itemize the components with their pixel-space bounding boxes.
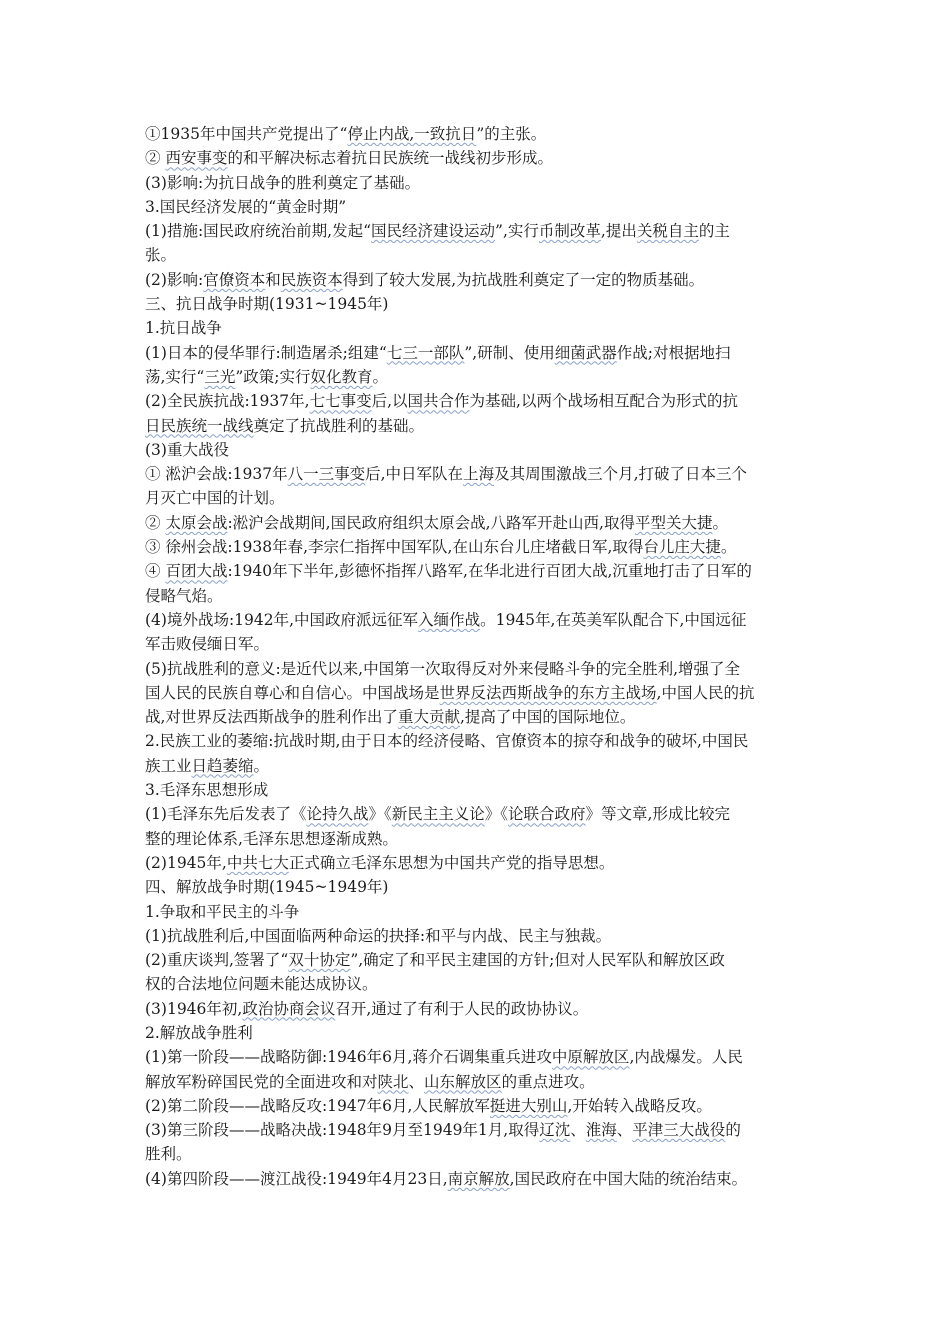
underlined-phrase: 百团大战 [165,562,228,581]
text-line: (2)1945年,中共七大正式确立毛泽东思想为中国共产党的指导思想。 [145,853,615,872]
underlined-phrase: 论联合政府 [508,805,586,824]
text-line: 整的理论体系,毛泽东思想逐渐成熟。 [145,829,398,848]
underlined-phrase: 官僚资本 [203,270,266,289]
underlined-phrase: 上海 [463,465,495,484]
text-line: 2.民族工业的萎缩:抗战时期,由于日本的经济侵略、官僚资本的掠夺和战争的破坏,中国民 [145,732,749,751]
underlined-phrase: 八一三事变 [287,465,366,484]
underlined-phrase: 淮海 [585,1121,617,1140]
text-line: (1)日本的侵华罪行:制造屠杀;组建“七三一部队”,研制、使用细菌武器作战;对根据地扫 [145,343,731,362]
underlined-phrase: 平型关大捷 [634,513,713,532]
underlined-phrase: 论持久战 [306,805,369,824]
text-line: 军击败侵缅日军。 [145,635,270,654]
underlined-phrase: 关税自主 [636,222,699,241]
underlined-phrase: 陕北 [377,1072,409,1091]
underlined-phrase: 平津三大战役 [632,1121,726,1140]
underlined-phrase: 辽沈 [539,1121,571,1140]
underlined-phrase: 国民经济建设运动 [371,222,496,241]
text-line: ①1935年中国共产党提出了“停止内战,一致抗日”的主张。 [145,125,547,143]
text-line: (1)毛泽东先后发表了《论持久战》《新民主主义论》《论联合政府》等文章,形成比较完 [145,805,730,824]
text-line: 国人民的民族自尊心和自信心。中国战场是世界反法西斯战争的东方主战场,中国人民的抗 [145,683,755,702]
text-line: 月灭亡中国的计划。 [145,489,285,508]
text-line: (3)1946年初,政治协商会议召开,通过了有利于人民的政协协议。 [145,999,589,1018]
text-line: ④ 百团大战:1940年下半年,彭德怀指挥八路军,在华北进行百团大战,沉重地打击了日军的 [145,562,752,581]
text-line: 四、解放战争时期(1945~1949年) [145,878,389,897]
text-line: 2.解放战争胜利 [145,1023,253,1042]
text-line: 三、抗日战争时期(1931~1945年) [145,295,389,314]
text-line: 3.毛泽东思想形成 [145,781,269,800]
text-line: 荡,实行“三光”政策;实行奴化教育。 [145,367,389,386]
underlined-phrase: 中原解放区 [551,1048,630,1067]
text-line: (2)重庆谈判,签署了“双十协定”,确定了和平民主建国的方针;但对人民军队和解放区政 [145,951,725,970]
underlined-phrase: 细菌武器 [554,343,617,362]
underlined-phrase: 七三一部队 [386,343,465,362]
text-line: 胜利。 [145,1145,192,1164]
underlined-phrase: 重大贡献 [397,708,460,727]
underlined-phrase: 日民族统一战线 [145,416,254,435]
text-line: (2)全民族抗战:1937年,七七事变后,以国共合作为基础,以两个战场相互配合为形式的抗 [145,392,738,411]
underlined-phrase: 西安事变 [165,149,228,168]
text-line: (2)第二阶段——战略反攻:1947年6月,人民解放军挺进大别山,开始转入战略反攻。 [145,1096,712,1115]
underlined-phrase: 政治协商会议 [242,999,336,1018]
underlined-phrase: 双十协定 [288,951,351,970]
underlined-phrase: 国共合作 [407,392,470,411]
underlined-phrase: 台儿庄大捷 [643,538,721,557]
text-line: (1)措施:国民政府统治前期,发起“国民经济建设运动”,实行币制改革,提出关税自主的主 [145,222,730,241]
text-line: (3)影响:为抗日战争的胜利奠定了基础。 [145,173,421,192]
text-line: (5)抗战胜利的意义:是近代以来,中国第一次取得反对外来侵略斗争的完全胜利,增强了全 [145,659,741,678]
text-line: 解放军粉碎国民党的全面进攻和对陕北、山东解放区的重点进攻。 [145,1072,595,1091]
underlined-phrase: 山东解放区 [424,1072,502,1091]
underlined-phrase: 入缅作战 [418,610,481,629]
text-line: (2)影响:官僚资本和民族资本得到了较大发展,为抗战胜利奠定了一定的物质基础。 [145,270,705,289]
text-line: (4)第四阶段——渡江战役:1949年4月23日,南京解放,国民政府在中国大陆的统治结束。 [145,1169,748,1188]
underlined-phrase: 新民主主义论 [391,805,485,824]
text-line: (1)抗战胜利后,中国面临两种命运的抉择:和平与内战、民主与独裁。 [145,926,612,945]
text-line: 1.抗日战争 [145,319,222,338]
underlined-phrase: 民族资本 [280,270,343,289]
text-line: (4)境外战场:1942年,中国政府派远征军入缅作战。1945年,在英美军队配合下,中国远征 [145,610,747,629]
text-line: (3)重大战役 [145,440,229,459]
text-line: 3.国民经济发展的“黄金时期” [145,197,347,216]
text-line: 侵略气焰。 [145,586,223,605]
text-line: ② 西安事变的和平解决标志着抗日民族统一战线初步形成。 [145,149,553,168]
underlined-phrase: 七七事变 [309,392,372,411]
text-line: ① 淞沪会战:1937年八一三事变后,中日军队在上海及其周围激战三个月,打破了日本三个 [145,465,748,484]
underlined-phrase: 挺进大别山 [489,1096,568,1115]
underlined-phrase: 停止内战,一致抗日 [347,125,477,143]
text-line: (3)第三阶段——战略决战:1948年9月至1949年1月,取得辽沈、淮海、平津三大战役的 [145,1121,741,1140]
underlined-phrase: 奴化教育 [310,367,373,386]
text-line: ② 太原会战:淞沪会战期间,国民政府组织太原会战,八路军开赴山西,取得平型关大捷。 [145,513,728,532]
text-line: 日民族统一战线奠定了抗战胜利的基础。 [145,416,425,435]
text-line: 族工业日趋萎缩。 [145,756,270,775]
underlined-phrase: 三光 [204,367,236,386]
document-body [145,122,813,1191]
text-line: 战,对世界反法西斯战争的胜利作出了重大贡献,提高了中国的国际地位。 [145,708,636,727]
underlined-phrase: 世界反法西斯战争的东方主战场 [439,683,657,702]
text-line: 张。 [145,246,177,265]
underlined-phrase: 中共七大 [226,853,289,872]
underlined-phrase: 币制改革 [538,222,601,241]
text-line: ③ 徐州会战:1938年春,李宗仁指挥中国军队,在山东台儿庄堵截日军,取得台儿庄大捷。 [145,538,737,557]
underlined-phrase: 太原会战 [165,513,228,532]
underlined-phrase: 南京解放 [447,1169,510,1188]
text-line: 权的合法地位问题未能达成协议。 [145,975,378,994]
text-line: 1.争取和平民主的斗争 [145,902,300,921]
underlined-phrase: 日趋萎缩 [191,756,254,775]
text-line: (1)第一阶段——战略防御:1946年6月,蒋介石调集重兵进攻中原解放区,内战爆发。人民 [145,1048,743,1067]
